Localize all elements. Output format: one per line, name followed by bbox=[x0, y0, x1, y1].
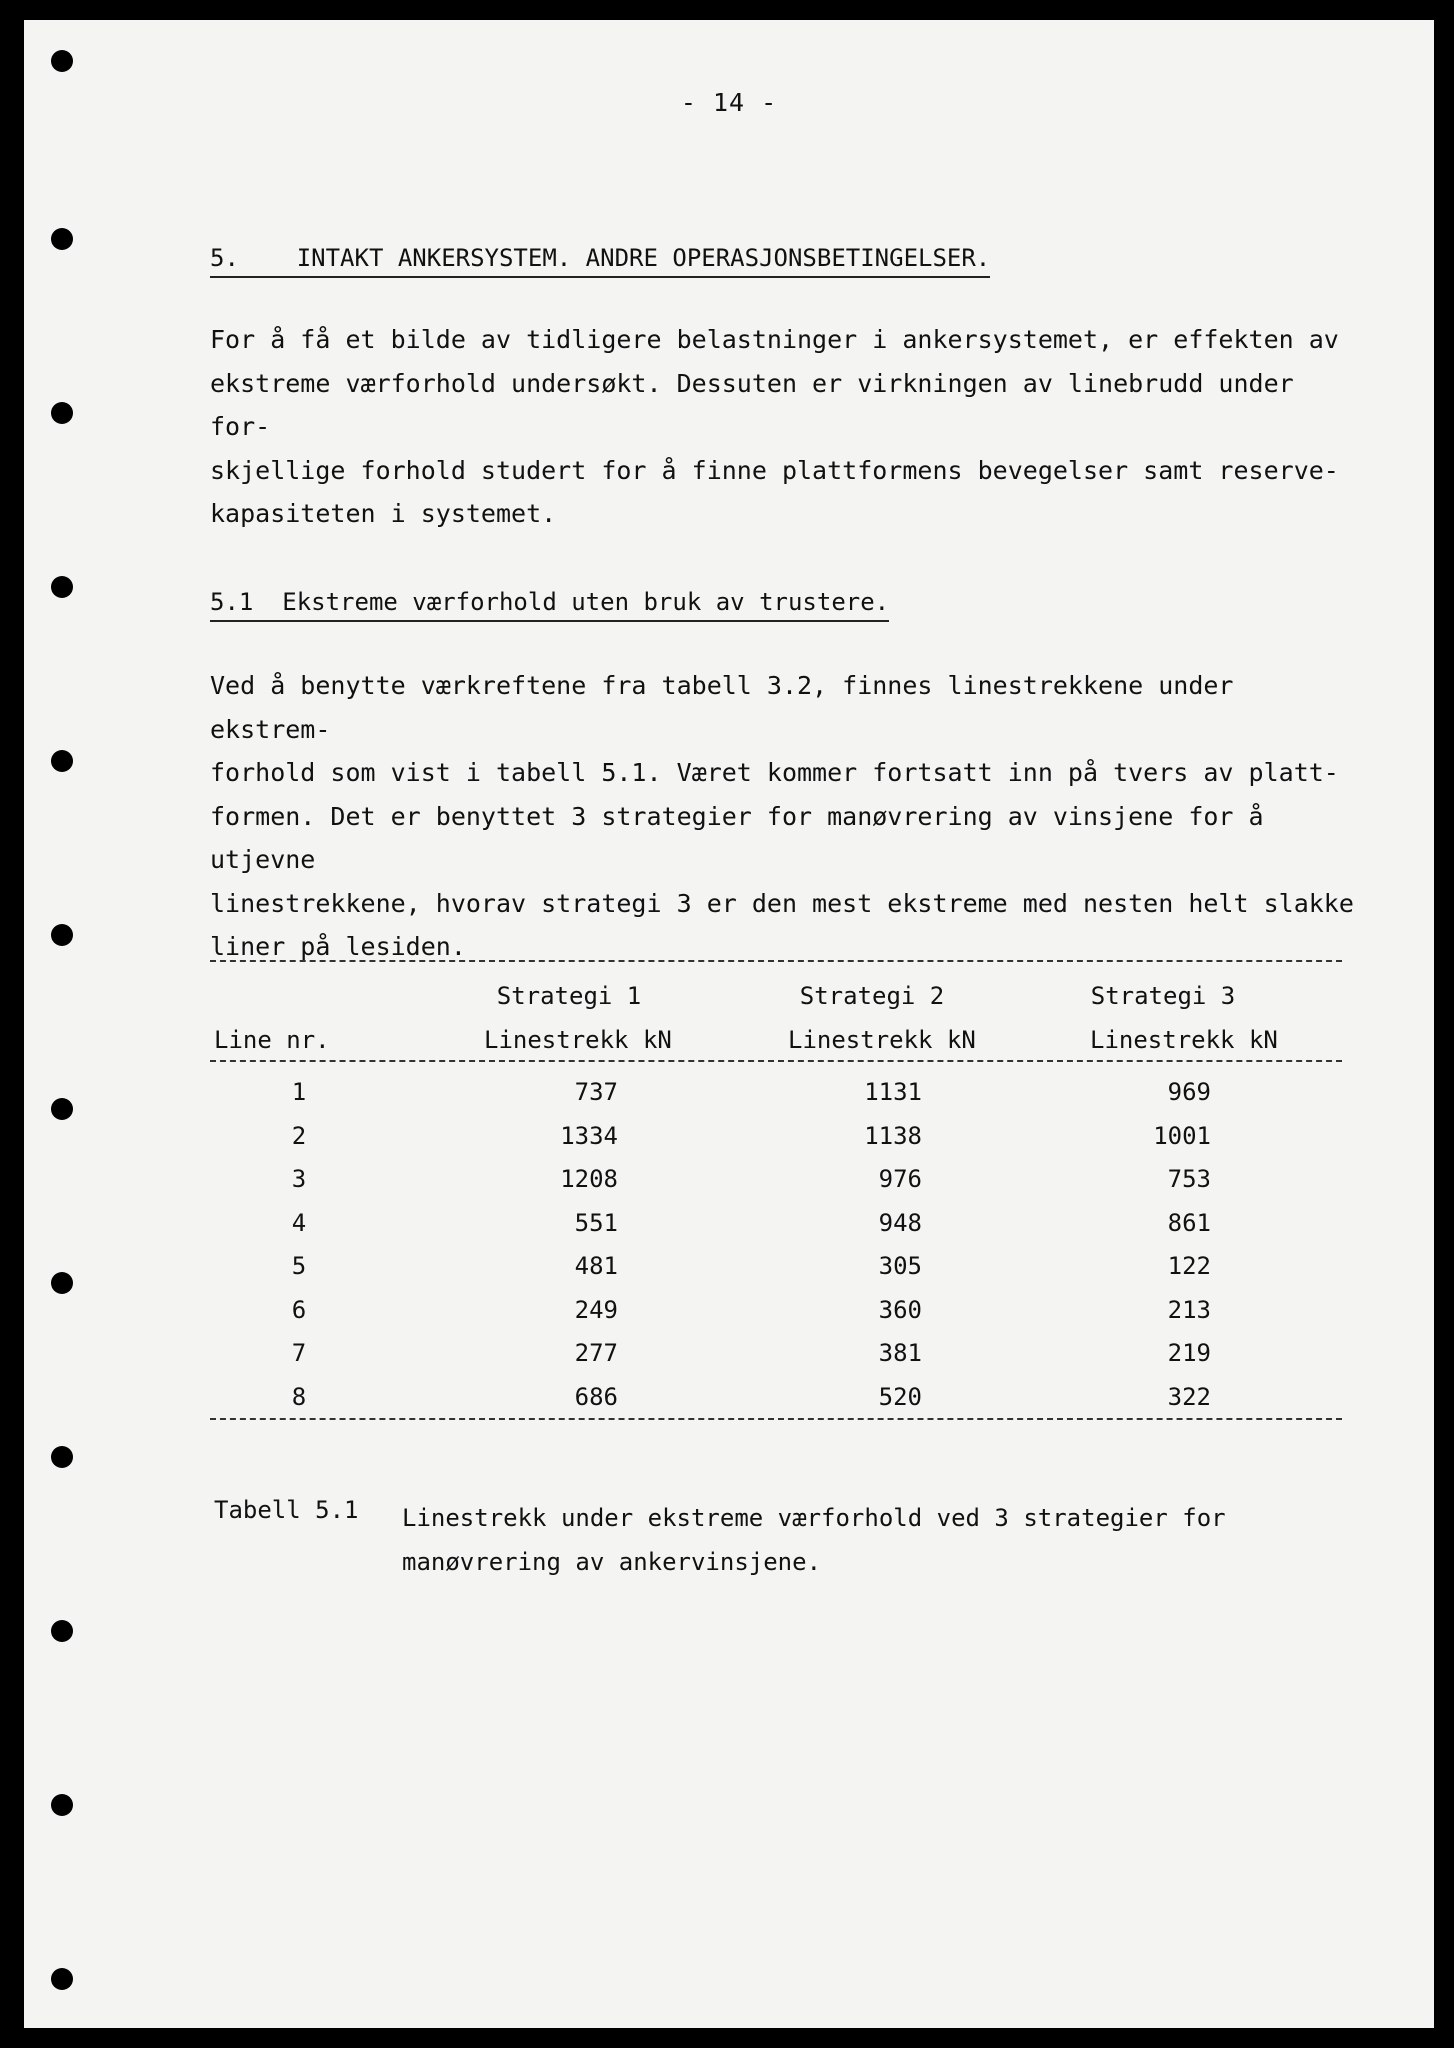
punch-hole bbox=[51, 924, 73, 946]
column-header-linestrekk-3: Linestrekk kN bbox=[1090, 1026, 1278, 1054]
table-cell-line: 7 bbox=[291, 1339, 307, 1367]
table-cell-value: 360 bbox=[878, 1295, 922, 1324]
table-rule-header bbox=[210, 1060, 1342, 1062]
column-header-strategy-2: Strategi 2 bbox=[799, 982, 945, 1010]
column-header-strategy-1: Strategi 1 bbox=[496, 982, 642, 1010]
table-cell-value: 861 bbox=[1167, 1208, 1211, 1237]
punch-hole bbox=[51, 228, 73, 250]
table-cell-value: 122 bbox=[1167, 1252, 1211, 1280]
punch-hole bbox=[51, 750, 73, 772]
punch-hole bbox=[51, 50, 73, 72]
table-cell-value: 1131 bbox=[864, 1078, 922, 1106]
table-cell-value: 520 bbox=[878, 1382, 922, 1411]
section-heading: 5. INTAKT ANKERSYSTEM. ANDRE OPERASJONSBETINGELSER. bbox=[210, 244, 990, 278]
table-cell-value: 1208 bbox=[560, 1165, 618, 1193]
punch-hole bbox=[51, 1446, 73, 1468]
subsection-paragraph: Ved å benytte værkreftene fra tabell 3.2, finnes linestrekkene under ekstrem- forhold som vist i tabell 5.1. Været kommer fortsatt inn på tvers av platt- formen. Det er benyttet 3 strategier for manøvrering av vinsjene for å utjevne linestrekkene, hvorav strategi 3 er den mest ekstreme med nesten helt slakke liner på lesiden. bbox=[210, 671, 1354, 961]
punch-hole bbox=[51, 1968, 73, 1990]
punch-hole bbox=[51, 1272, 73, 1294]
punch-hole bbox=[51, 1098, 73, 1120]
table-caption-text: Linestrekk under ekstreme værforhold ved 3 strategier for manøvrering av ankervinsjene. bbox=[402, 1504, 1226, 1576]
table-cell-line: 2 bbox=[291, 1121, 307, 1150]
table-rule-bottom bbox=[210, 1418, 1342, 1420]
section-paragraph: For å få et bilde av tidligere belastninger i ankersystemet, er effekten av ekstreme værforhold undersøkt. Dessuten er virkningen av linebrudd under for- skjellige forhold studert for å finne plattformens bevegelser samt reserve- kapasiteten i systemet. bbox=[210, 325, 1339, 528]
column-header-strategy-3: Strategi 3 bbox=[1090, 982, 1236, 1010]
table-rule-top bbox=[210, 960, 1342, 962]
table-cell-line: 4 bbox=[291, 1208, 307, 1237]
column-header-linestrekk-1: Linestrekk kN bbox=[484, 1026, 672, 1054]
table-cell-value: 1334 bbox=[560, 1121, 618, 1150]
table-cell-value: 551 bbox=[574, 1208, 618, 1237]
table-cell-value: 1001 bbox=[1153, 1121, 1211, 1150]
table-cell-value: 322 bbox=[1167, 1382, 1211, 1411]
table-cell-value: 249 bbox=[574, 1295, 618, 1324]
punch-hole bbox=[51, 1794, 73, 1816]
punch-hole bbox=[51, 1620, 73, 1642]
table-cell-value: 948 bbox=[878, 1208, 922, 1237]
subsection-heading: 5.1 Ekstreme værforhold uten bruk av trustere. bbox=[210, 588, 889, 622]
table-cell-value: 213 bbox=[1167, 1295, 1211, 1324]
table-cell-value: 481 bbox=[574, 1252, 618, 1280]
table-cell-line: 1 bbox=[291, 1078, 307, 1106]
table-cell-value: 1138 bbox=[864, 1121, 922, 1150]
column-header-line-nr: Line nr. bbox=[214, 1026, 330, 1054]
table-cell-value: 969 bbox=[1167, 1078, 1211, 1106]
table-cell-value: 686 bbox=[574, 1382, 618, 1411]
punch-hole bbox=[51, 576, 73, 598]
table-cell-line: 3 bbox=[291, 1165, 307, 1193]
document-page bbox=[24, 20, 1434, 2028]
table-cell-line: 6 bbox=[291, 1295, 307, 1324]
table-cell-line: 8 bbox=[291, 1382, 307, 1411]
table-cell-value: 976 bbox=[878, 1165, 922, 1193]
table-cell-value: 305 bbox=[878, 1252, 922, 1280]
table-cell-value: 219 bbox=[1167, 1339, 1211, 1367]
table-cell-value: 753 bbox=[1167, 1165, 1211, 1193]
table-cell-value: 277 bbox=[574, 1339, 618, 1367]
table-cell-value: 381 bbox=[878, 1339, 922, 1367]
table-cell-line: 5 bbox=[291, 1252, 307, 1280]
column-header-linestrekk-2: Linestrekk kN bbox=[788, 1026, 976, 1054]
page-number: - 14 - bbox=[680, 88, 778, 117]
table-cell-value: 737 bbox=[574, 1078, 618, 1106]
table-caption-label: Tabell 5.1 bbox=[214, 1496, 359, 1524]
punch-hole bbox=[51, 402, 73, 424]
